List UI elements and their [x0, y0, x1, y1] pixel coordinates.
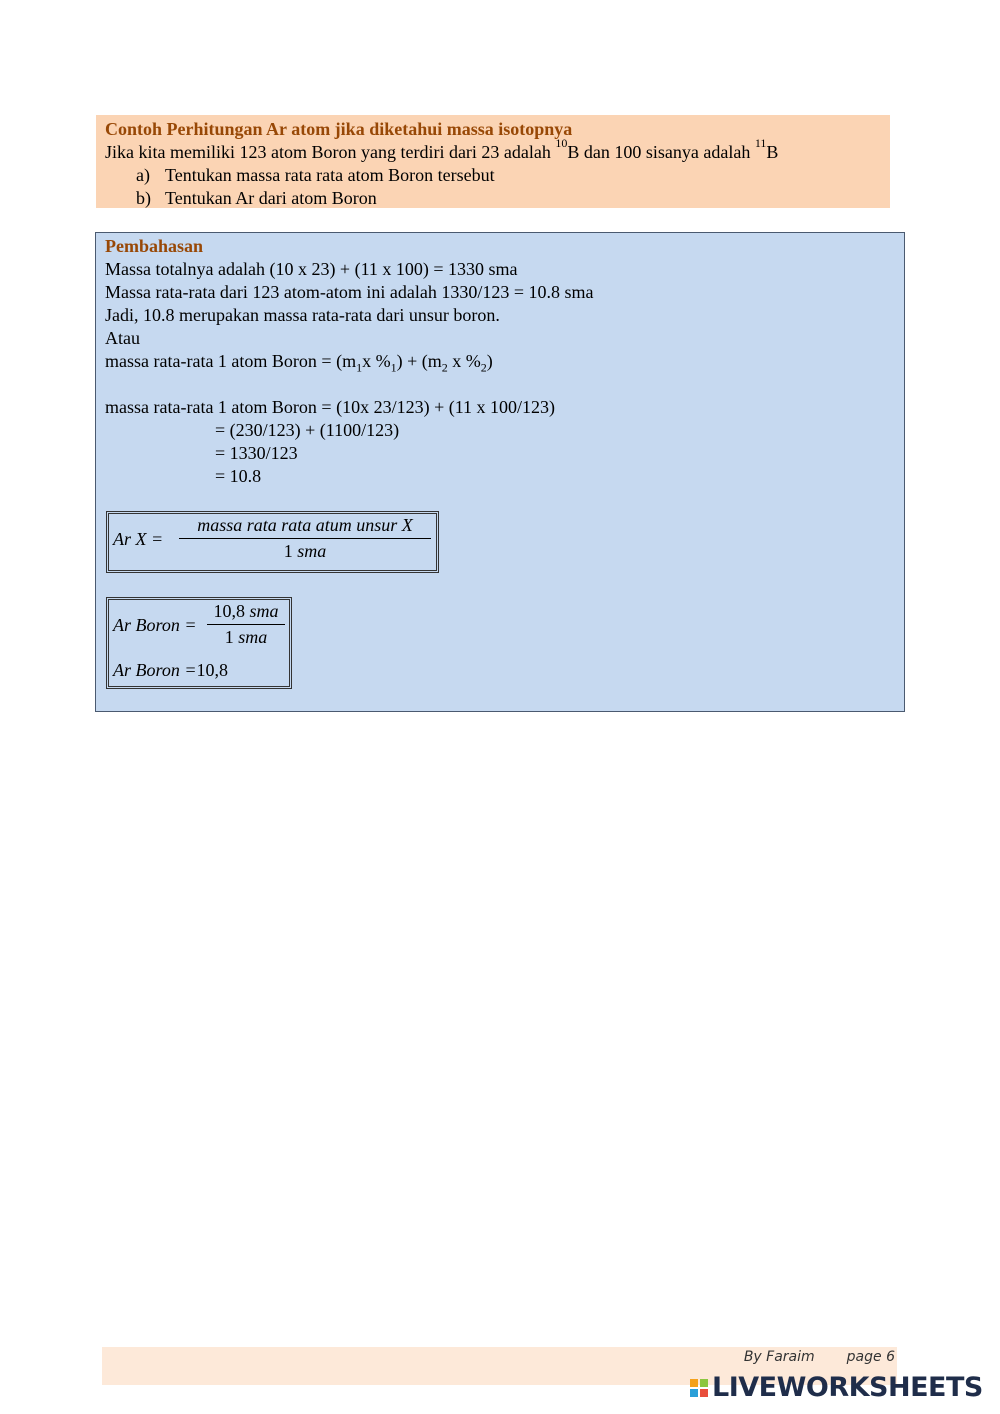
formula-denominator: 1 sma — [283, 541, 327, 561]
boron-denominator: 1 sma — [224, 627, 268, 647]
boron-result: Ar Boron =10,8 — [113, 660, 228, 680]
example-intro: Jika kita memiliki 123 atom Boron yang terdiri dari 23 adalah $^{10}$B dan 100 sisanya adalah $^{11}$B — [105, 136, 779, 162]
footer-author: By Faraim — [743, 1349, 815, 1365]
boron-fraction — [207, 601, 285, 648]
solution-line: Massa totalnya adalah (10 x 23) + (11 x 100) = 1330 sma — [105, 259, 518, 279]
calc-line: = (230/123) + (1100/123) — [215, 420, 400, 440]
calc-line: massa rata-rata 1 atom Boron = (10x 23/123) + (11 x 100/123) — [105, 397, 556, 417]
formula-numerator: massa rata rata atum unsur X — [197, 515, 413, 535]
question-item: b) Tentukan Ar dari atom Boron — [136, 188, 377, 208]
example-box — [96, 115, 890, 208]
average-formula: massa rata-rata 1 atom Boron = ($m_1x$ $\%_1) + (m_2$ x $\%_2$) — [105, 351, 493, 375]
logo-text: LIVEWORKSHEETS — [712, 1372, 983, 1403]
solution-line: Jadi, 10.8 merupakan massa rata-rata dari unsur boron. — [105, 305, 500, 325]
formula-fraction — [179, 515, 431, 562]
footer-text — [744, 1349, 895, 1365]
boron-numerator: 10,8 sma — [213, 601, 279, 621]
formula-lhs: Ar X = — [113, 529, 164, 549]
calc-line: = 1330/123 — [215, 443, 298, 463]
solution-box — [95, 232, 905, 712]
ar-boron-box — [106, 597, 292, 689]
logo-grid-icon — [690, 1379, 708, 1397]
question-item: a) Tentukan massa rata rata atom Boron tersebut — [136, 165, 495, 185]
solution-title: Pembahasan — [105, 236, 204, 256]
liveworksheets-logo — [690, 1372, 983, 1403]
boron-lhs: Ar Boron = — [113, 615, 197, 635]
calc-line: = 10.8 — [215, 466, 262, 486]
ar-formula-box — [106, 511, 439, 573]
example-title: Contoh Perhitungan Ar atom jika diketahui massa isotopnya — [105, 119, 573, 139]
solution-line: Massa rata-rata dari 123 atom-atom ini adalah 1330/123 = 10.8 sma — [105, 282, 594, 302]
footer-page: page 6 — [846, 1349, 895, 1365]
solution-line: Atau — [105, 328, 140, 348]
question-list — [105, 164, 881, 210]
